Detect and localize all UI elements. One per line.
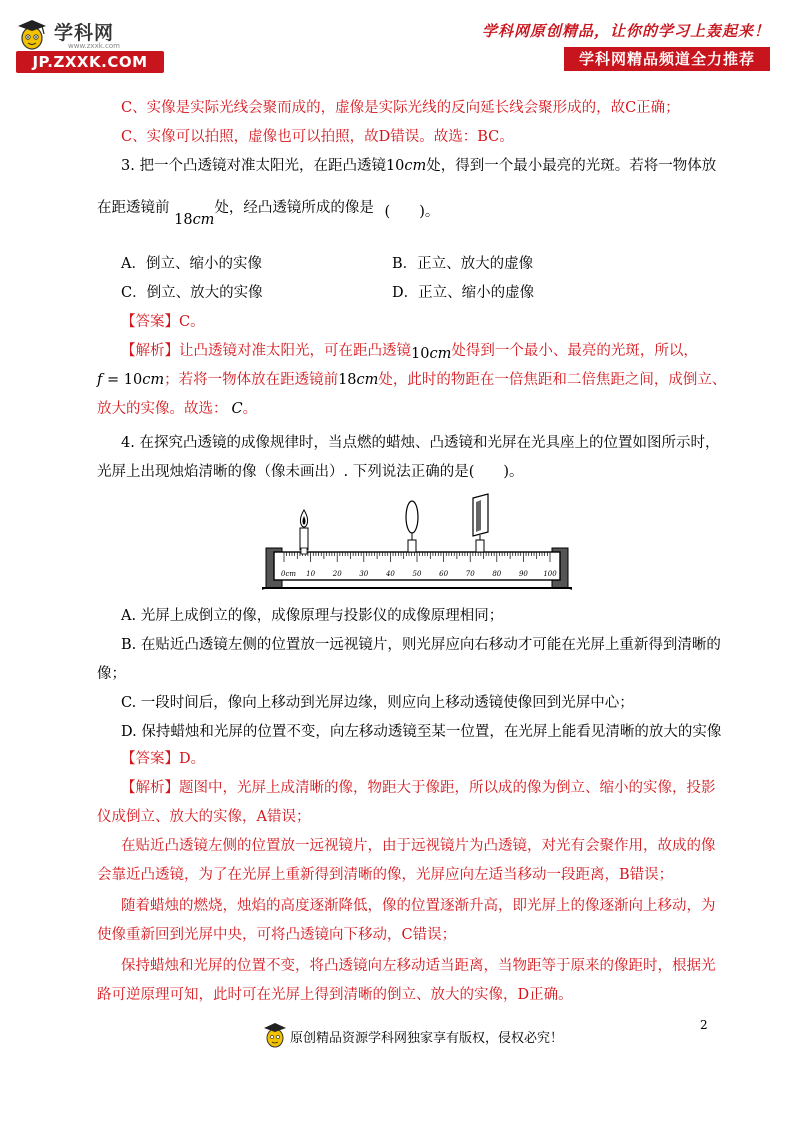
q3-focal-symbol: f: [97, 372, 103, 388]
q3-object-distance: [338, 372, 378, 388]
q4-analysis-a-line2: 仪成倒立、放大的实像，A错误；: [97, 809, 311, 825]
q3-answer: 【答案】C。: [121, 314, 205, 330]
candle: [300, 510, 308, 554]
q3-stem-line2: [97, 198, 440, 228]
ruler-label: 80: [492, 570, 502, 578]
q3-analysis3-text: 放大的实像。故选：: [97, 401, 228, 417]
q2-analysis-c: C、实像是实际光线会聚而成的，虚像是实际光线的反向延长线会聚形成的，故C正确；: [121, 100, 680, 116]
q4-option-d: D. 保持蜡烛和光屏的位置不变，向左移动透镜至某一位置，在光屏上能看见清晰的放大的实像: [121, 724, 722, 740]
logo-domain: JP.ZXXK.COM: [16, 51, 164, 73]
q4-option-b-line1: B. 在贴近凸透镜左侧的位置放一远视镜片，则光屏应向右移动才可能在光屏上重新得到清晰的: [121, 637, 721, 653]
q3-stem-value: 10: [385, 158, 405, 174]
header-slogan: 学科网原创精品，让你的学习上轰起来！: [481, 22, 770, 40]
ruler-label: 0cm: [281, 570, 297, 578]
q3-object-value: 18: [338, 372, 357, 388]
q4-analysis-a-line1: 【解析】题图中，光屏上成清晰的像，物距大于像距，所以成的像为倒立、缩小的实像，投影: [121, 780, 716, 796]
q3-analysis-line2: [97, 370, 726, 390]
q4-option-a: A. 光屏上成倒立的像，成像原理与投影仪的成像原理相同；: [121, 608, 504, 624]
q4-analysis-d-line2: 路可逆原理可知，此时可在光屏上得到清晰的倒立、放大的实像，D正确。: [97, 987, 573, 1003]
q3-focal-unit: cm: [142, 372, 165, 388]
q3-analysis-text: 【解析】让凸透镜对准太阳光，可在距凸透镜: [121, 343, 411, 359]
ruler-label: 70: [465, 570, 475, 578]
footer-mascot-icon: [262, 1020, 288, 1050]
q3-analysis2-text: ；若将一物体放在距透镜前: [164, 372, 339, 388]
q3-stem2-text-b: 处，经凸透镜所成的像是: [214, 200, 374, 216]
q3-stem2-distance: [174, 212, 214, 228]
q2-analysis-d: C、实像可以拍照，虚像也可以拍照，故D错误。故选：BC。: [121, 129, 514, 145]
q3-stem-unit: cm: [404, 158, 427, 174]
header-channel: 学科网精品频道全力推荐: [564, 47, 770, 71]
q3-option-d: D．正立、缩小的虚像: [392, 285, 535, 301]
q3-analysis-unit: cm: [429, 346, 452, 362]
q3-analysis2-text-b: 处，此时的物距在一倍焦距和二倍焦距之间，成倒立、: [378, 372, 727, 388]
q3-analysis-value: 10: [411, 346, 430, 362]
light-screen: [473, 494, 488, 552]
q4-option-b-line2: 像；: [97, 666, 126, 682]
q3-answer-paren: ( )。: [384, 204, 440, 220]
q4-analysis-b-line1: 在贴近凸透镜左侧的位置放一远视镜片，由于远视镜片为凸透镜，对光有会聚作用，故成的像: [121, 838, 716, 854]
ruler-label: 30: [359, 570, 369, 578]
q3-stem-text: 3. 把一个凸透镜对准太阳光，在距凸透镜: [121, 158, 386, 174]
q4-analysis-c-line2: 使像重新回到光屏中央，可将凸透镜向下移动，C错误；: [97, 927, 457, 943]
ruler-label: 100: [543, 570, 557, 578]
ruler-label: 60: [439, 570, 449, 578]
ruler-label: 20: [332, 570, 342, 578]
q3-analysis-line3: [97, 399, 257, 419]
q4-answer: 【答案】D。: [121, 751, 206, 767]
q4-analysis-c-line1: 随着蜡烛的燃烧，烛焰的高度逐渐降低，像的位置逐渐升高，即光屏上的像逐渐向上移动，为: [121, 898, 716, 914]
q3-analysis-line1: [121, 341, 698, 361]
logo-url: www.zxxk.com: [68, 42, 120, 50]
q4-analysis-b-line2: 会靠近凸透镜，为了在光屏上重新得到清晰的像，光屏应向左适当移动一段距离，B错误；: [97, 867, 674, 883]
q4-analysis-d-line1: 保持蜡烛和光屏的位置不变，将凸透镜向左移动适当距离，当物距等于原来的像距时，根据光: [121, 958, 716, 974]
mascot-icon: [12, 18, 52, 50]
q3-stem-line1: [121, 156, 716, 176]
q3-focal-length: [97, 372, 164, 388]
logo-name: 学科网: [54, 22, 115, 44]
ruler-label: 10: [306, 570, 316, 578]
q3-object-unit: cm: [356, 372, 379, 388]
q3-focal-value: = 10: [102, 372, 143, 388]
site-logo[interactable]: [8, 18, 168, 78]
q3-stem-text-b: 处，得到一个最小最亮的光斑。若将一物体放: [426, 158, 717, 174]
page-number: 2: [700, 1018, 708, 1032]
q3-stem2-text: 在距透镜前: [97, 200, 170, 216]
ruler-label: 90: [518, 570, 528, 578]
q3-analysis-distance: [411, 346, 451, 362]
ruler-label: 50: [412, 570, 422, 578]
q3-stem2-value: 18: [174, 212, 193, 228]
q4-option-c: C. 一段时间后，像向上移动到光屏边缘，则应向上移动透镜使像回到光屏中心；: [121, 695, 634, 711]
footer-copyright: 原创精品资源学科网独家享有版权，侵权必究！: [290, 1031, 564, 1046]
q3-option-b: B．正立、放大的虚像: [392, 256, 534, 272]
q4-stem-line2: 光屏上出现烛焰清晰的像（像未画出）. 下列说法正确的是( )。: [97, 464, 524, 480]
page-header: [0, 0, 800, 90]
q3-stem2-unit: cm: [192, 212, 215, 228]
ruler-label: 40: [385, 570, 395, 578]
q3-analysis-text-b: 处得到一个最小、最亮的光斑，所以，: [451, 343, 698, 359]
q3-analysis3-end: 。: [242, 401, 258, 417]
q3-option-c: C．倒立、放大的实像: [121, 285, 263, 301]
convex-lens: [406, 501, 418, 552]
q4-stem-line1: 4. 在探究凸透镜的成像规律时，当点燃的蜡烛、凸透镜和光屏在光具座上的位置如图所示时，: [121, 435, 720, 451]
optical-bench-figure: [262, 490, 572, 590]
q3-answer-choice: C: [231, 401, 243, 417]
q3-option-a: A．倒立、缩小的实像: [121, 256, 262, 272]
